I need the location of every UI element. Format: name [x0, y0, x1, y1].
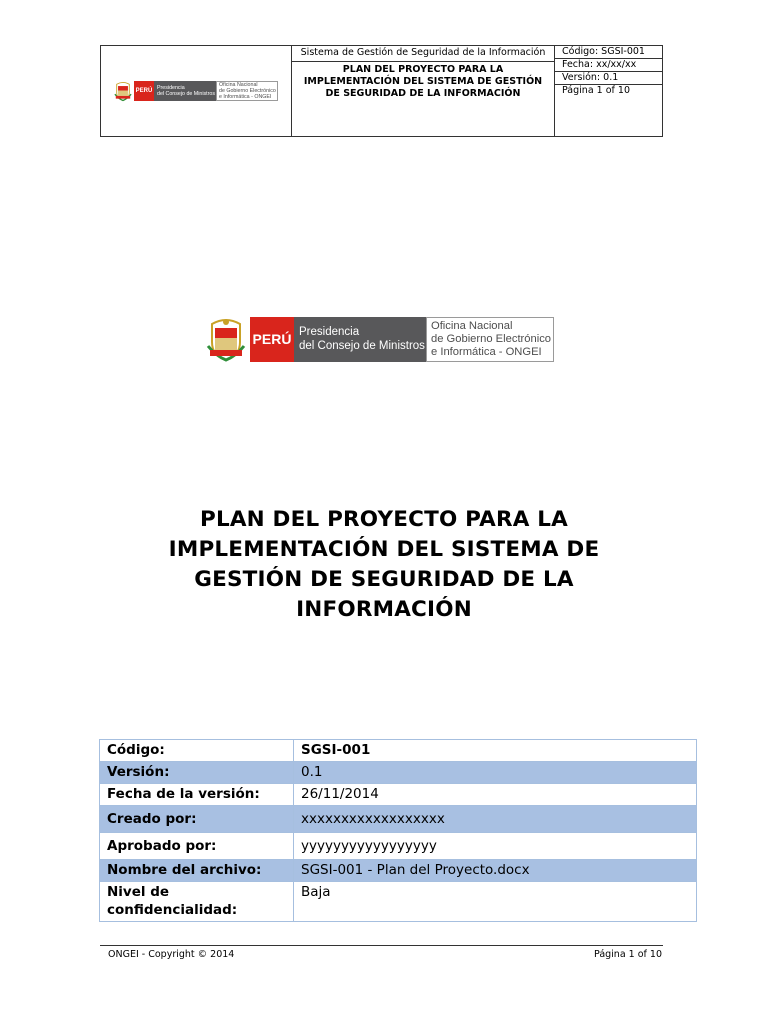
- title-line-2: IMPLEMENTACIÓN DEL SISTEMA DE: [168, 537, 600, 562]
- info-value: 26/11/2014: [294, 784, 697, 806]
- info-key: Fecha de la versión:: [100, 784, 294, 806]
- footer-copyright: ONGEI - Copyright © 2014: [108, 949, 235, 960]
- info-key: Código:: [100, 740, 294, 762]
- ong-line-1: Oficina Nacional: [431, 319, 513, 332]
- document-info-table: [99, 739, 697, 922]
- table-row: [100, 882, 697, 922]
- table-row: [100, 740, 697, 762]
- header-logo: [114, 80, 278, 102]
- header-version: Versión: 0.1: [555, 72, 662, 85]
- header-logo-cell: [101, 46, 292, 136]
- footer-page-number: Página 1 of 10: [594, 949, 662, 960]
- info-value: yyyyyyyyyyyyyyyyy: [294, 833, 697, 860]
- ongei-label: [216, 81, 278, 101]
- info-key: Versión:: [100, 762, 294, 784]
- table-row: [100, 806, 697, 833]
- header-pagina: Página 1 of 10: [562, 85, 630, 96]
- pcm-line-1: Presidencia: [157, 84, 185, 91]
- document-title: [100, 505, 668, 625]
- pcm-label: [294, 317, 426, 362]
- ong-line-2: de Gobierno Electrónico: [219, 87, 276, 94]
- title-line-1: PLAN DEL PROYECTO PARA LA: [199, 507, 569, 532]
- table-row: [100, 860, 697, 882]
- peru-label: PERÚ: [134, 81, 154, 101]
- footer-divider: [100, 945, 663, 946]
- header-title-cell: [292, 46, 555, 136]
- info-value: 0.1: [294, 762, 697, 784]
- header-fecha: Fecha: xx/xx/xx: [555, 59, 662, 72]
- pcm-line-2: del Consejo de Ministros: [299, 340, 425, 352]
- info-key: Aprobado por:: [100, 833, 294, 860]
- ong-line-2: de Gobierno Electrónico: [431, 332, 552, 345]
- table-row: [100, 833, 697, 860]
- table-row: [100, 762, 697, 784]
- info-value: Baja: [294, 882, 697, 922]
- coat-of-arms-icon: [114, 80, 132, 102]
- ongei-label: [426, 317, 554, 362]
- info-value: SGSI-001: [294, 740, 697, 762]
- info-value: SGSI-001 - Plan del Proyecto.docx: [294, 860, 697, 882]
- peru-label: PERÚ: [250, 317, 294, 362]
- pcm-line-2: del Consejo de Ministros: [157, 91, 215, 97]
- info-value: xxxxxxxxxxxxxxxxxx: [294, 806, 697, 833]
- system-name: Sistema de Gestión de Seguridad de la Información: [292, 46, 554, 62]
- info-key: Nivel de confidencialidad:: [100, 882, 294, 922]
- pcm-line-1: Presidencia: [299, 326, 360, 338]
- header-meta-cell: [555, 46, 662, 136]
- plan-title: PLAN DEL PROYECTO PARA LA IMPLEMENTACIÓN DEL SISTEMA DE GESTIÓN DE SEGURIDAD DE LA INFORMACIÓN: [303, 64, 543, 99]
- pcm-label: [154, 81, 216, 101]
- ong-line-3: e Informática - ONGEI: [431, 345, 542, 358]
- main-logo: [206, 316, 554, 362]
- info-key: Nombre del archivo:: [100, 860, 294, 882]
- table-row: [100, 784, 697, 806]
- title-line-4: INFORMACIÓN: [296, 597, 472, 622]
- ong-line-3: e Informática - ONGEI: [219, 94, 272, 101]
- document-header: [100, 45, 663, 137]
- ong-line-1: Oficina Nacional: [219, 81, 258, 88]
- header-codigo: Código: SGSI-001: [555, 46, 662, 59]
- info-key: Creado por:: [100, 806, 294, 833]
- coat-of-arms-icon: [206, 316, 246, 362]
- title-line-3: GESTIÓN DE SEGURIDAD DE LA: [194, 567, 574, 592]
